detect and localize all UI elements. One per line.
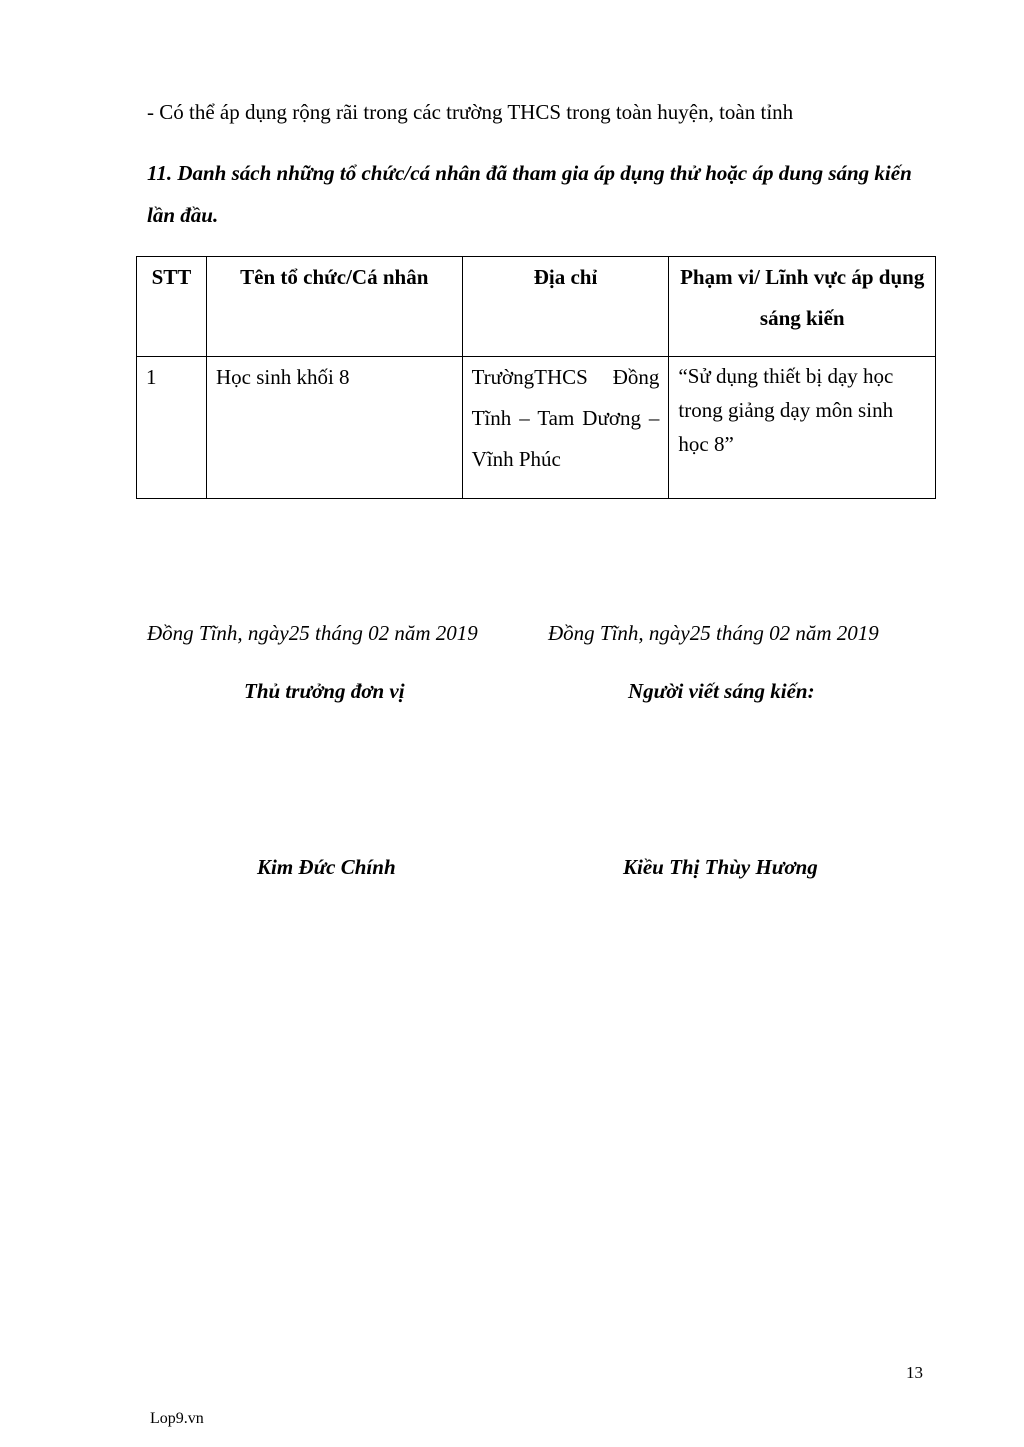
cell-address: TrườngTHCS Đồng Tĩnh – Tam Dương –Vĩnh Phúc [462, 357, 669, 499]
left-date: Đồng Tĩnh, ngày25 tháng 02 năm 2019 [147, 621, 478, 645]
cell-stt: 1 [137, 357, 207, 499]
table-row [137, 357, 936, 499]
intro-line: - Có thể áp dụng rộng rãi trong các trường THCS trong toàn huyện, toàn tỉnh [147, 100, 794, 124]
header-name: Tên tổ chức/Cá nhân [206, 257, 462, 357]
right-role: Người viết sáng kiến: [628, 679, 815, 703]
right-date: Đồng Tĩnh, ngày25 tháng 02 năm 2019 [548, 621, 879, 645]
footer-site: Lop9.vn [150, 1410, 204, 1427]
left-signer-name: Kim Đức Chính [257, 855, 396, 879]
right-signer-name: Kiều Thị Thùy Hương [623, 855, 818, 879]
header-stt: STT [137, 257, 207, 357]
table-header-row [137, 257, 936, 357]
page-number: 13 [906, 1363, 923, 1382]
cell-scope: “Sử dụng thiết bị dạy học trong giảng dạy môn sinh học 8” [669, 357, 936, 499]
header-scope: Phạm vi/ Lĩnh vực áp dụng sáng kiến [669, 257, 936, 357]
header-address: Địa chỉ [462, 257, 669, 357]
section-heading: 11. Danh sách những tổ chức/cá nhân đã tham gia áp dụng thử hoặc áp dung sáng kiến lần đầu. [147, 161, 912, 227]
left-role: Thủ trưởng đơn vị [244, 679, 405, 703]
participants-table [136, 256, 936, 499]
cell-name: Học sinh khối 8 [206, 357, 462, 499]
